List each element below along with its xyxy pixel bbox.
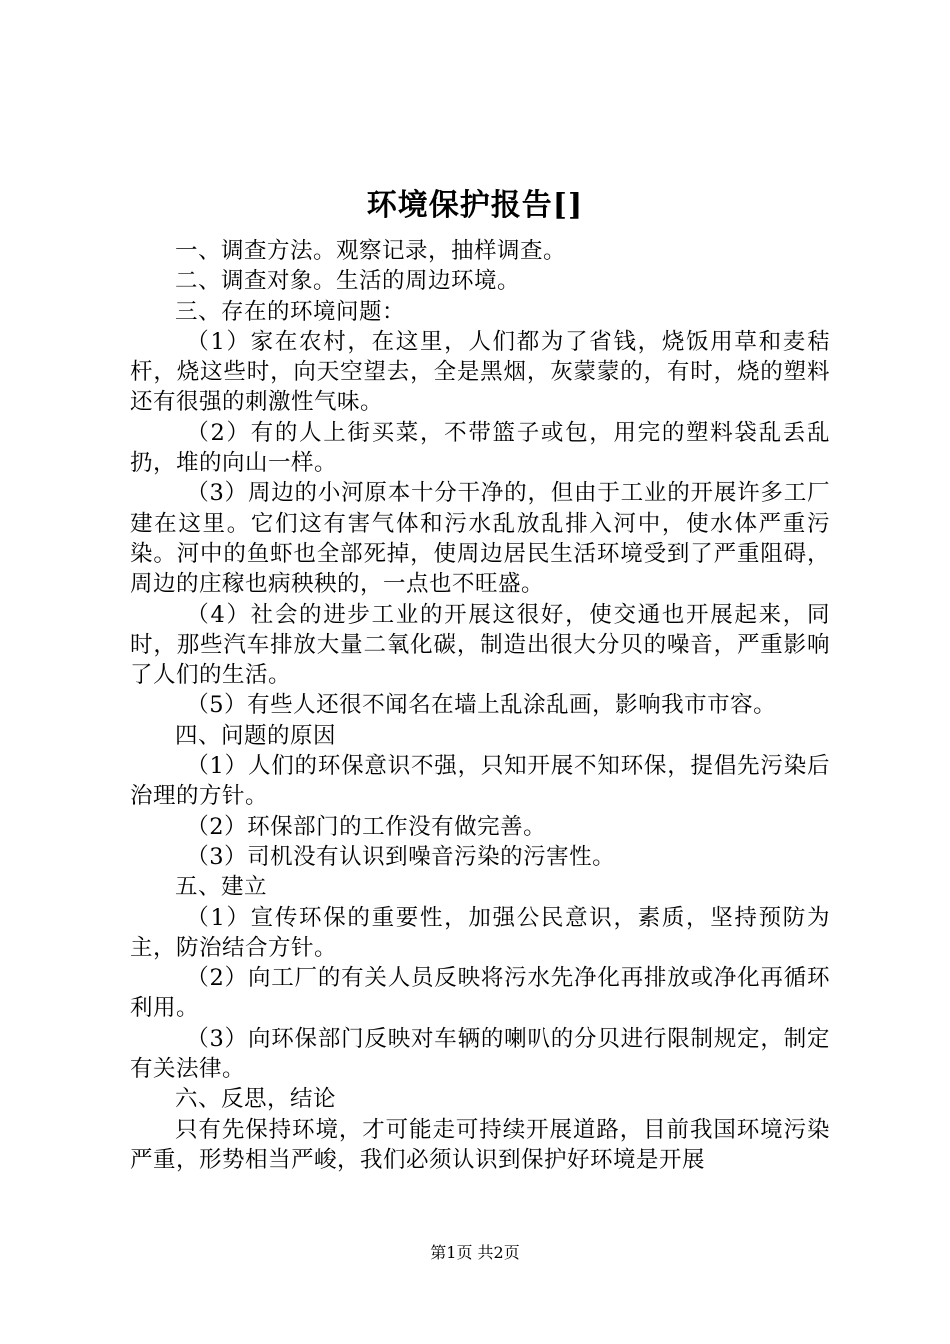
paragraph-problem-5: （5）有些人还很不闻名在墙上乱涂乱画，影响我市市容。 [186,692,777,719]
paragraph-subject: 二、调查对象。生活的周边环境。 [175,268,521,295]
paragraph-suggestion-3: （3）向环保部门反映对车辆的喇叭的分贝进行限制规定，制定有关法律。 [130,1025,830,1083]
paragraph-suggestions-heading: 五、建立 [175,874,268,901]
paragraph-suggestion-1: （1）宣传环保的重要性，加强公民意识，素质，坚持预防为主，防治结合方针。 [130,904,830,961]
paragraph-method: 一、调查方法。观察记录，抽样调查。 [175,238,567,264]
paragraph-problems-heading: 三、存在的环境问题： [175,298,406,325]
paragraph-cause-3: （3）司机没有认识到噪音污染的污害性。 [186,843,616,870]
paragraph-causes-heading: 四、问题的原因 [175,722,337,749]
paragraph-suggestion-2: （2）向工厂的有关人员反映将污水先净化再排放或净化再循环利用。 [130,965,830,1022]
paragraph-conclusion: 只有先保持环境，才可能走可持续开展道路，目前我国环境污染严重，形势相当严峻，我们必须认识到保护好环境是开展 [130,1116,830,1173]
document-title: 环境保护报告[] [366,188,584,223]
paragraph-conclusion-heading: 六、反思，结论 [175,1086,337,1113]
paragraph-cause-1: （1）人们的环保意识不强，只知开展不知环保，提倡先污染后治理的方针。 [130,753,830,810]
document-body [130,236,830,1175]
paragraph-problem-4: （4）社会的进步工业的开展这很好，使交通也开展起来，同时，那些汽车排放大量二氧化碳，制造出很大分贝的噪音，严重影响了人们的生活。 [130,601,830,689]
paragraph-problem-1: （1）家在农村，在这里，人们都为了省钱，烧饭用草和麦秸杆，烧这些时，向天空望去，全是黑烟，灰蒙蒙的，有时，烧的塑料还有很强的刺激性气味。 [130,328,830,416]
paragraph-problem-3: （3）周边的小河原本十分干净的，但由于工业的开展许多工厂建在这里。它们这有害气体和污水乱放乱排入河中，使水体严重污染。河中的鱼虾也全部死掉，使周边居民生活环境受到了严重阻碍，周边的庄稼也病秧秧的，一点也不旺盛。 [130,480,830,598]
paragraph-problem-2: （2）有的人上街买菜，不带篮子或包，用完的塑料袋乱丢乱扔，堆的向山一样。 [130,419,830,477]
page-footer: 第1页 共2页 [430,1243,520,1262]
paragraph-cause-2: （2）环保部门的工作没有做完善。 [186,813,547,840]
